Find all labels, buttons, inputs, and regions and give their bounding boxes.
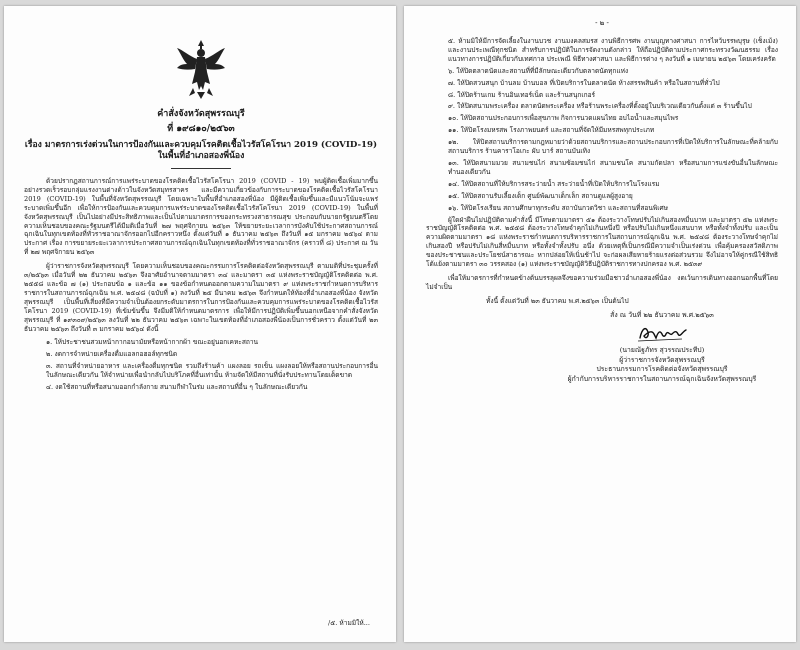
ordered-date: สั่ง ณ วันที่ ๒๒ ธันวาคม พ.ศ.๒๕๖๓	[610, 310, 714, 319]
paragraph-cooperation: เพื่อให้มาตรการที่กำหนดข้างต้นบรรลุผลจึงขอความร่วมมือชาวอำเภอสองพี่น้อง งดเว้นการเดินทางออกนอกพื้นที่โดยไม่จำเป็น	[426, 273, 778, 291]
garuda-emblem-icon	[24, 38, 378, 100]
measure-item: ๑๐. ให้ปิดสถานประกอบการเพื่อสุขภาพ กิจการนวดแผนไทย อบไอน้ำและสมุนไพร	[448, 114, 679, 123]
measure-item: ๑๔. ให้ปิดสถานที่ให้บริการสระว่ายน้ำ สระว่ายน้ำที่เปิดให้บริการในโรงแรม	[448, 179, 660, 188]
measure-item: ๑๒. ให้ปิดสถานบริการตามกฎหมายว่าด้วยสถานบริการและสถานประกอบการที่เปิดให้บริการในลักษณะที่คล้ายกับสถานบริการ ร้านคาราโอเกะ ผับ บาร์ สถานบันเทิง	[448, 138, 778, 156]
measure-item: ๑๑. ให้ปิดโรงมหรสพ โรงภาพยนตร์ และสถานที่จัดให้มีมหรสพทุกประเภท	[448, 126, 655, 135]
measure-item: ๙. ให้ปิดสนามพระเครื่อง ตลาดนัดพระเครื่อง หรือร้านพระเครื่องที่ตั้งอยู่ในบริเวณเดียวกันตั้งแต่ ๓ ร้านขึ้นไป	[448, 102, 752, 111]
measure-item: ๑. ให้ประชาชนสวมหน้ากากอนามัยหรือหน้ากากผ้า ขณะอยู่นอกเคหะสถาน	[46, 338, 259, 347]
subject-line-1: เรื่อง มาตรการเร่งด่วนในการป้องกันและควบคุมโรคติดเชื้อไวรัสโคโรนา 2019 (COVID-19)	[24, 140, 378, 150]
measure-item: ๔. งดใช้สถานที่หรือสนามออกกำลังกาย สนามกีฬาในร่ม และสถานที่อื่น ๆ ในลักษณะเดียวกัน	[46, 383, 308, 392]
signer-position-2: ประธานกรรมการโรคติดต่อจังหวัดสุพรรณบุรี	[596, 365, 728, 374]
measure-item: ๑๖. ให้ปิดโรงเรียน สถานศึกษาทุกระดับ สถาบันกวดวิชา และสถานที่สอนพิเศษ	[448, 203, 668, 212]
continued-marker: /๕. ห้ามมิให้...	[328, 619, 370, 628]
subject-line-2: ในพื้นที่อำเภอสองพี่น้อง	[157, 151, 245, 161]
paragraph-background: ด้วยปรากฏสถานการณ์การแพร่ระบาดของโรคติดเชื้อไวรัสโคโรนา 2019 (COVID - 19) พบผู้ติดเชื้อเพิ่มมากขึ้นอย่างรวดเร็วรอบกลุ่มแรงงานต่างด้าวในจังหวัดสมุทรสาคร และมีความเกี่ยวข้องกับการระบาดของโรคติดเชื้อไวรัสโคโรนา 2019 (COVID-19) ในพื้นที่จังหวัดสุพรรณบุรี โดยเฉพาะในพื้นที่อำเภอสองพี่น้อง มีผู้ติดเชื้อเพิ่มขึ้นและมีแนวโน้มจะแพร่ระบาดเพิ่มขึ้นอีก เพื่อให้การป้องกันและควบคุมการแพร่ระบาดของโรคติดเชื้อไวรัสโคโรนา 2019 (COVID-19) ในพื้นที่จังหวัดสุพรรณบุรี เป็นไปอย่างมีประสิทธิภาพและเป็นไปตามมาตรการของกระทรวงสาธารณสุข ประกอบกับนายกรัฐมนตรีโดยความเห็นชอบของคณะรัฐมนตรีได้มีมติเมื่อวันที่ ๒๗ พฤศจิกายน ๒๕๖๓ ให้ขยายระยะเวลาการบังคับใช้ประกาศสถานการณ์ฉุกเฉินในทุกเขตท้องที่ทั่วราชอาณาจักรออกไปอีกคราวหนึ่ง ตั้งแต่วันที่ ๑ ธันวาคม ๒๕๖๓ ถึงวันที่ ๑๕ มกราคม ๒๕๖๔ ตามประกาศ เรื่อง การขยายระยะเวลาการประกาศสถานการณ์ฉุกเฉินในทุกเขตท้องที่ทั่วราชอาณาจักร (คราวที่ ๘) ประกาศ ณ วันที่ ๒๗ พฤศจิกายน ๒๕๖๓	[24, 177, 378, 257]
paragraph-authority: ผู้ว่าราชการจังหวัดสุพรรณบุรี โดยความเห็นชอบของคณะกรรมการโรคติดต่อจังหวัดสุพรรณบุรี ตามมติที่ประชุมครั้งที่ ๓/๒๕๖๓ เมื่อวันที่ ๒๒ ธันวาคม ๒๕๖๓ จึงอาศัยอำนาจตามมาตรา ๓๔ และมาตรา ๓๕ แห่งพระราชบัญญัติโรคติดต่อ พ.ศ. ๒๕๕๘ และข้อ ๗ (๑) ประกอบข้อ ๑ และข้อ ๑๑ ของข้อกำหนดออกตามความในมาตรา ๙ แห่งพระราชกำหนดการบริหารราชการในสถานการณ์ฉุกเฉิน พ.ศ. ๒๕๔๘ (ฉบับที่ ๑) ลงวันที่ ๒๕ มีนาคม ๒๕๖๓ จึงกำหนดให้ท้องที่อำเภอสองพี่น้อง จังหวัดสุพรรณบุรี เป็นพื้นที่เสี่ยงที่มีความจำเป็นต้องยกระดับมาตรการในการป้องกันและควบคุมการแพร่ระบาดของโรคติดเชื้อไวรัสโคโรนา 2019 (COVID-19) ที่เข้มข้นขึ้น จึงมีมติให้กำหนดมาตรการ เพื่อให้มีการปฏิบัติเพิ่มขึ้นนอกเหนือจากคำสั่งจังหวัดสุพรรณบุรี ที่ ๑๙๓๐๙/๒๕๖๓ ลงวันที่ ๒๒ ธันวาคม ๒๕๖๓ เฉพาะในเขตท้องที่อำเภอสองพี่น้องเป็นการชั่วคราว ตั้งแต่วันที่ ๒๓ ธันวาคม ๒๕๖๓ ถึงวันที่ ๓ มกราคม ๒๕๖๔ ดังนี้	[24, 262, 378, 333]
measure-item: ๑๕. ให้ปิดสถานรับเลี้ยงเด็ก ศูนย์พัฒนาเด็กเล็ก สถานดูแลผู้สูงอายุ	[448, 191, 633, 200]
effective-date: ทั้งนี้ ตั้งแต่วันที่ ๒๓ ธันวาคม พ.ศ.๒๕๖๓ เป็นต้นไป	[486, 296, 629, 305]
order-number: ที่ ๑๙๘๑๐/๒๕๖๓	[167, 124, 235, 134]
order-subject	[24, 140, 378, 162]
handwritten-signature-icon	[546, 322, 778, 344]
signer-name: (นายณัฐภัทร สุวรรณประทีป)	[619, 346, 705, 355]
measure-item: ๕. ห้ามมิให้มีการจัดเลี้ยงในงานบวช งานมงคลสมรส งานพิธีการศพ งานบุญทางศาสนา การไหว้บรรพบุรุษ (เช็งเม้ง) และงานประเพณีทุกชนิด สำหรับการปฏิบัติในการจัดงานดังกล่าว ให้ถือปฏิบัติตามประกาศกระทรวงวัฒนธรรม เรื่อง แนวทางการปฏิบัติเกี่ยวกับเทศกาล ประเพณี พิธีทางศาสนา และพิธีการต่าง ๆ ลงวันที่ ๑ เมษายน ๒๕๖๓ โดยเคร่งครัด	[448, 37, 778, 63]
signer-position-1: ผู้ว่าราชการจังหวัดสุพรรณบุรี	[619, 355, 705, 364]
page-number: - ๒ -	[595, 19, 609, 27]
measure-item: ๘. ให้ปิดร้านเกม ร้านอินเทอร์เน็ต และร้านสนุกเกอร์	[448, 90, 596, 99]
measure-item: ๒. งดการจำหน่ายเครื่องดื่มแอลกอฮอล์ทุกชนิด	[46, 350, 178, 359]
document-page-2	[404, 6, 796, 642]
measure-item: ๓. สถานที่จำหน่ายอาหาร และเครื่องดื่มทุกชนิด รวมถึงร้านค้า แผงลอย รถเข็น แผงลอยให้หรือสถานประกอบการอื่นในลักษณะเดียวกัน ให้จำหน่ายเพื่อนำกลับไปบริโภคที่อื่นเท่านั้น ห้ามจัดให้มีสถานที่นั่งรับประทานโดยเด็ดขาด	[46, 362, 378, 380]
paragraph-penalty: ผู้ใดฝ่าฝืนไม่ปฏิบัติตามคำสั่งนี้ มีโทษตามมาตรา ๕๑ ต้องระวางโทษปรับไม่เกินสองหมื่นบาท และมาตรา ๕๒ แห่งพระราชบัญญัติโรคติดต่อ พ.ศ. ๒๕๕๘ ต้องระวางโทษจำคุกไม่เกินหนึ่งปี หรือปรับไม่เกินหนึ่งแสนบาท หรือทั้งจำทั้งปรับ และเป็นความผิดตามมาตรา ๑๘ แห่งพระราชกำหนดการบริหารราชการในสถานการณ์ฉุกเฉิน พ.ศ. ๒๕๔๘ ต้องระวางโทษจำคุกไม่เกินสองปี หรือปรับไม่เกินสี่หมื่นบาท หรือทั้งจำทั้งปรับ อนึ่ง ด้วยเหตุที่เป็นกรณีมีความจำเป็นเร่งด่วน เพื่อคุ้มครองสวัสดิภาพของประชาชนและประโยชน์สาธารณะ หากปล่อยให้เนิ่นช้าไป จะก่อผลเสียหายร้ายแรงต่อส่วนรวม จึงไม่อาจให้คู่กรณีใช้สิทธิโต้แย้งตามมาตรา ๓๐ วรรคสอง (๑) แห่งพระราชบัญญัติวิธีปฏิบัติราชการทางปกครอง พ.ศ. ๒๕๓๙	[426, 215, 778, 269]
measure-item: ๑๓. ให้ปิดสนามมวย สนามชนไก่ สนามซ้อมชนไก่ สนามชนโค สนามกัดปลา หรือสนามการแข่งขันอื่นในลักษณะทำนองเดียวกัน	[448, 158, 778, 176]
measure-item: ๗. ให้ปิดสวนสนุก บ้านลม บ้านบอล ที่เปิดบริการในตลาดนัด ห้างสรรพสินค้า หรือในสถานที่ทั่วไป	[448, 78, 720, 87]
measure-item: ๖. ให้ปิดตลาดนัดและสถานที่ที่มีลักษณะเดียวกับตลาดนัดทุกแห่ง	[448, 66, 629, 75]
signer-position-3: ผู้กำกับการบริหารราชการในสถานการณ์ฉุกเฉินจังหวัดสุพรรณบุรี	[567, 375, 757, 384]
signature-block	[546, 311, 778, 385]
title-divider	[171, 168, 231, 169]
order-title: คำสั่งจังหวัดสุพรรณบุรี	[157, 109, 245, 119]
document-page-1	[4, 6, 396, 642]
